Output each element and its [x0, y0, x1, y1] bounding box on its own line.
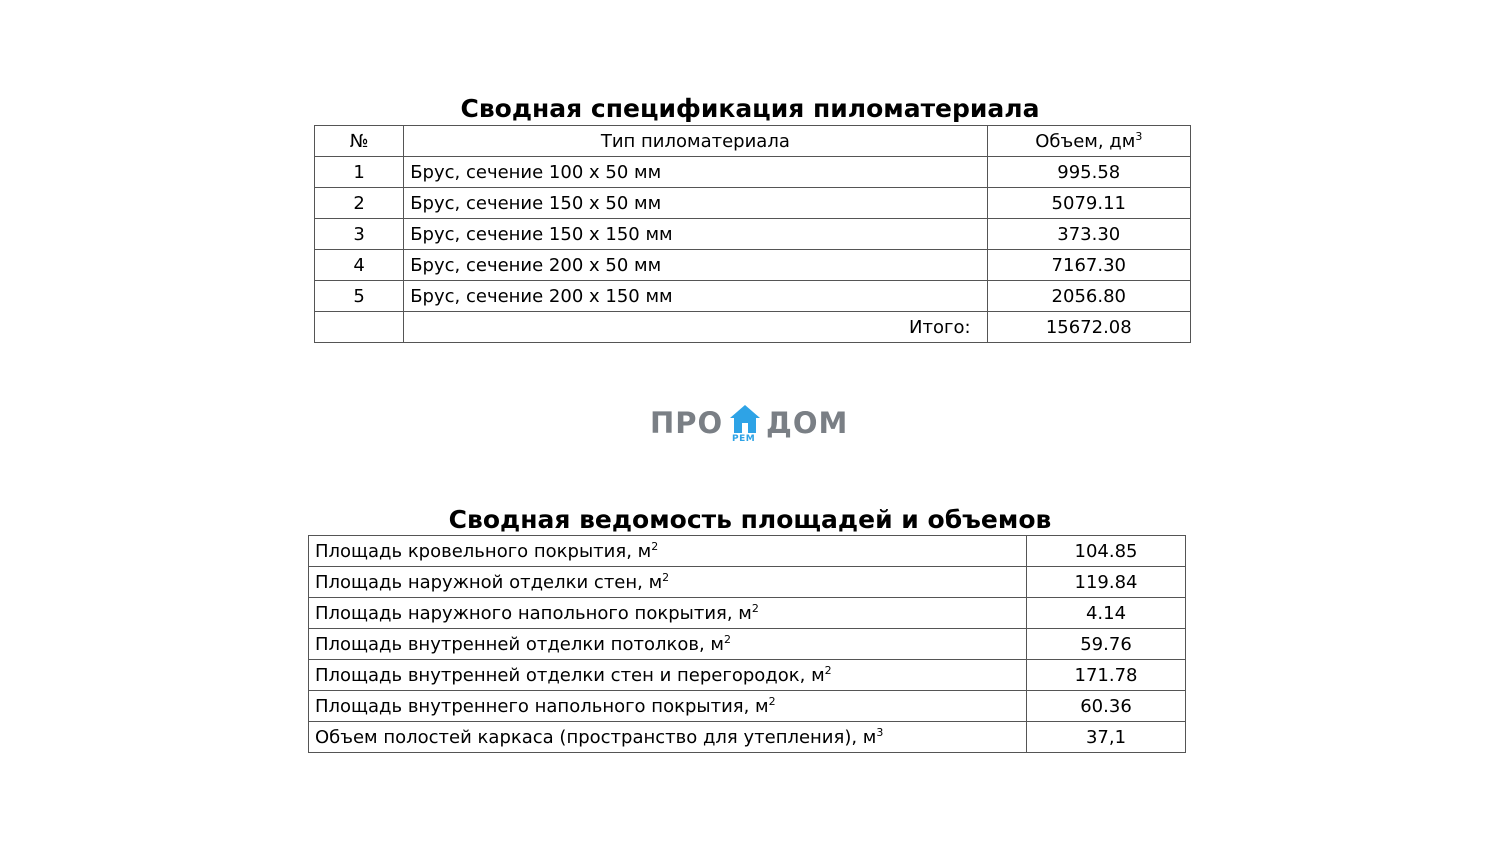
row-value: 4.14 [1027, 598, 1186, 629]
row-label-text: Площадь внутреннего напольного покрытия, м [315, 695, 769, 717]
logo-word-pro: ПРО [650, 406, 724, 440]
table-row [309, 660, 1186, 691]
table-row [309, 567, 1186, 598]
row-label-text: Площадь внутренней отделки стен и перегородок, м [315, 664, 825, 686]
row-number: 3 [315, 219, 404, 250]
table-row [309, 691, 1186, 722]
row-volume: 373.30 [987, 219, 1190, 250]
row-lumber-type: Брус, сечение 200 х 150 мм [404, 281, 987, 312]
total-label: Итого: [404, 312, 987, 343]
logo-subtext: РЕМ [732, 434, 756, 444]
row-volume: 5079.11 [987, 188, 1190, 219]
row-label [309, 691, 1027, 722]
row-value: 37,1 [1027, 722, 1186, 753]
row-volume: 7167.30 [987, 250, 1190, 281]
row-volume: 2056.80 [987, 281, 1190, 312]
row-value: 104.85 [1027, 536, 1186, 567]
table-row [315, 250, 1191, 281]
unit-exponent: 2 [662, 570, 670, 584]
row-value: 171.78 [1027, 660, 1186, 691]
row-label-text: Площадь кровельного покрытия, м [315, 540, 652, 562]
row-label-text: Площадь наружного напольного покрытия, м [315, 602, 752, 624]
header-volume-unit-exponent: 3 [1135, 129, 1143, 143]
row-value: 60.36 [1027, 691, 1186, 722]
header-volume-label: Объем, дм [1035, 130, 1136, 152]
row-lumber-type: Брус, сечение 150 х 50 мм [404, 188, 987, 219]
unit-exponent: 2 [768, 694, 776, 708]
row-label [309, 722, 1027, 753]
row-value: 119.84 [1027, 567, 1186, 598]
row-label [309, 567, 1027, 598]
header-volume [987, 126, 1190, 157]
table-row [315, 281, 1191, 312]
header-lumber-type: Тип пиломатериала [404, 126, 987, 157]
row-label [309, 598, 1027, 629]
table-row [315, 157, 1191, 188]
row-label [309, 629, 1027, 660]
row-number: 1 [315, 157, 404, 188]
areas-volumes-table [308, 535, 1186, 753]
house-icon [728, 404, 762, 434]
unit-exponent: 2 [723, 632, 731, 646]
row-lumber-type: Брус, сечение 100 х 50 мм [404, 157, 987, 188]
row-number: 4 [315, 250, 404, 281]
lumber-spec-table [314, 125, 1191, 343]
lumber-table-title: Сводная спецификация пиломатериала [460, 94, 1040, 123]
header-number: № [315, 126, 404, 157]
row-volume: 995.58 [987, 157, 1190, 188]
row-label [309, 536, 1027, 567]
table-row [309, 598, 1186, 629]
areas-table-title: Сводная ведомость площадей и объемов [448, 505, 1052, 534]
table-row [309, 629, 1186, 660]
row-label-text: Площадь внутренней отделки потолков, м [315, 633, 724, 655]
unit-exponent: 3 [876, 725, 884, 739]
table-row [315, 188, 1191, 219]
total-value: 15672.08 [987, 312, 1190, 343]
unit-exponent: 2 [651, 539, 659, 553]
table-row [315, 219, 1191, 250]
row-label-text: Площадь наружной отделки стен, м [315, 571, 663, 593]
unit-exponent: 2 [824, 663, 832, 677]
logo-word-dom: ДОМ [766, 406, 849, 440]
unit-exponent: 2 [751, 601, 759, 615]
row-number: 2 [315, 188, 404, 219]
table-header-row [315, 126, 1191, 157]
row-label-text: Объем полостей каркаса (пространство для утепления), м [315, 726, 877, 748]
table-row [309, 722, 1186, 753]
total-empty-cell [315, 312, 404, 343]
table-row [309, 536, 1186, 567]
total-row [315, 312, 1191, 343]
row-lumber-type: Брус, сечение 150 х 150 мм [404, 219, 987, 250]
row-lumber-type: Брус, сечение 200 х 50 мм [404, 250, 987, 281]
pro-dom-logo [650, 402, 850, 448]
row-label [309, 660, 1027, 691]
row-value: 59.76 [1027, 629, 1186, 660]
row-number: 5 [315, 281, 404, 312]
